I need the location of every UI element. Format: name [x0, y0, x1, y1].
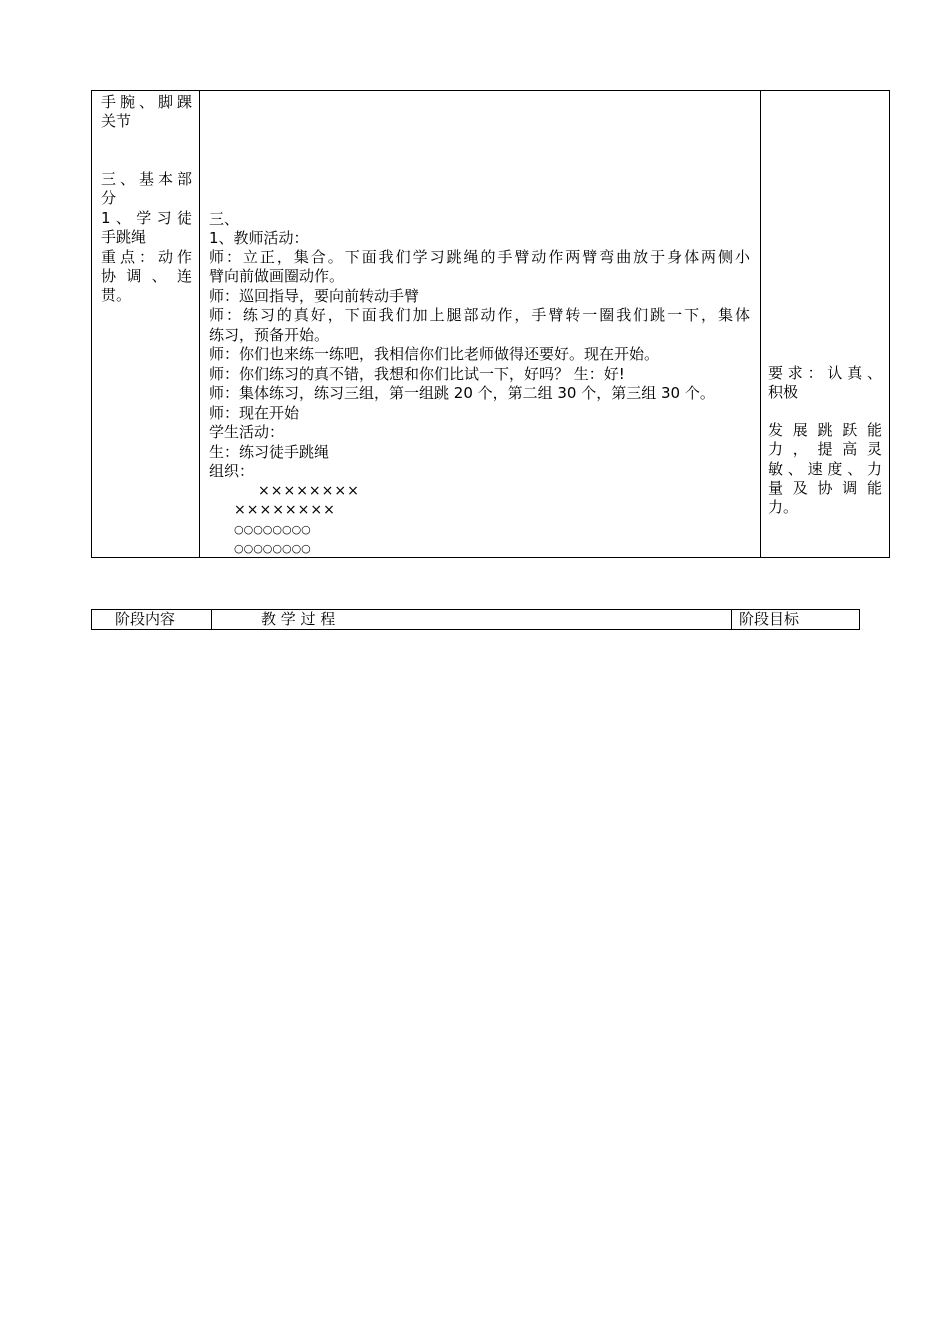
stage-text: 三、基本部	[101, 170, 192, 188]
organization-heading: 组织：	[209, 462, 255, 480]
goal-text: 量及协调能	[768, 479, 882, 497]
teacher-line: 师：你们也来练一练吧，我相信你们比老师做得还要好。现在开始。	[209, 345, 660, 363]
stage-text: 手腕、脚踝	[101, 93, 192, 111]
goal-text: 敏、速度、力	[768, 460, 882, 478]
goal-text: 力。	[768, 498, 799, 516]
teacher-line: 师：立正，集合。下面我们学习跳绳的手臂动作两臂弯曲放于身体两侧小	[209, 248, 750, 266]
teacher-line: 臂向前做画圈动作。	[209, 267, 345, 285]
formation-row: ××××××××	[234, 502, 336, 518]
stage-text: 协调、连	[101, 267, 192, 285]
teacher-activity-heading: 1、教师活动：	[209, 229, 309, 247]
header-stage-goal: 阶段目标	[739, 610, 800, 628]
formation-row: ○○○○○○○○	[234, 523, 311, 536]
goal-text: 力，提高灵	[768, 440, 882, 458]
table-divider	[211, 609, 212, 630]
teacher-line: 师：巡回指导，要向前转动手臂	[209, 287, 420, 305]
stage-text: 手跳绳	[101, 228, 147, 246]
stage-text: 关节	[101, 112, 132, 130]
formation-row: ××××××××	[258, 483, 360, 499]
table-divider	[760, 90, 761, 558]
teacher-line: 练习，预备开始。	[209, 326, 330, 344]
stage-text: 分	[101, 189, 117, 207]
teacher-line: 师：现在开始	[209, 404, 300, 422]
stage-text: 重点：动作	[101, 248, 192, 266]
goal-text: 发展跳跃能	[768, 421, 882, 439]
student-activity-heading: 学生活动：	[209, 423, 285, 441]
student-line: 生：练习徒手跳绳	[209, 443, 330, 461]
teacher-line: 师：练习的真好，下面我们加上腿部动作，手臂转一圈我们跳一下，集体	[209, 306, 750, 324]
teacher-line: 师：你们练习的真不错，我想和你们比试一下，好吗？ 生：好!	[209, 365, 625, 383]
goal-text: 积极	[768, 383, 799, 401]
table-divider	[199, 90, 200, 558]
stage-text: 1、学习徒	[101, 209, 192, 227]
header-teaching-process: 教 学 过 程	[261, 610, 336, 628]
section-heading: 三、	[209, 210, 240, 228]
table-divider	[731, 609, 732, 630]
teacher-line: 师：集体练习，练习三组，第一组跳 20 个，第二组 30 个，第三组 30 个。	[209, 384, 715, 402]
goal-text: 要求：认真、	[768, 364, 882, 382]
formation-row: ○○○○○○○○	[234, 542, 311, 555]
stage-text: 贯。	[101, 286, 132, 304]
header-stage-content: 阶段内容	[115, 610, 176, 628]
